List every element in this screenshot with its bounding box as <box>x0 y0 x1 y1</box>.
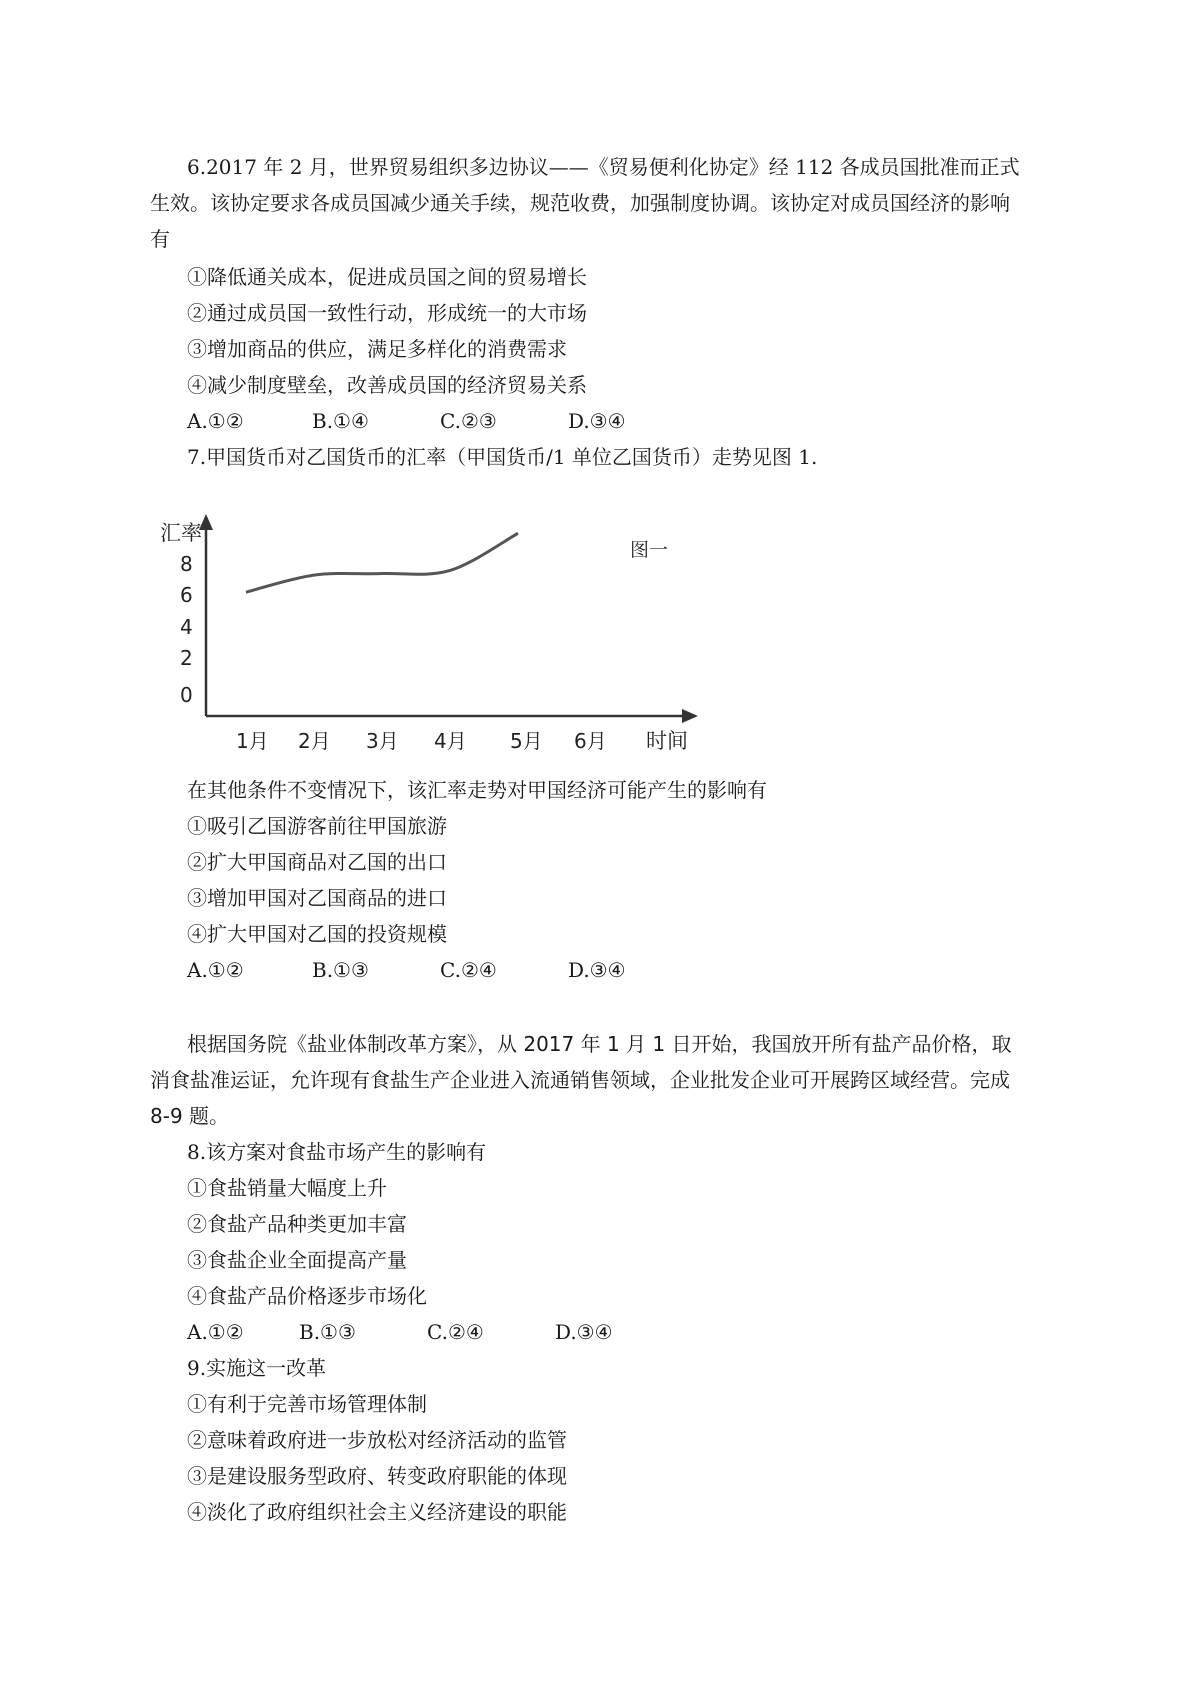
q6-options <box>187 407 626 435</box>
q6-stem-line-2: 生效。该协定要求各成员国减少通关手续，规范收费，加强制度协调。该协定对成员国经济的影响 <box>150 191 1010 215</box>
q9-stem: 9.实施这一改革 <box>187 1356 327 1380</box>
y-tick-label: 8 <box>180 552 193 576</box>
q7-option-a: A.①② <box>187 958 244 982</box>
y-axis-label: 汇率 <box>160 521 202 545</box>
q9-item-1: ①有利于完善市场管理体制 <box>187 1392 427 1416</box>
x-tick-label: 3月 <box>366 729 399 753</box>
q7-item-1: ①吸引乙国游客前往甲国旅游 <box>187 814 447 838</box>
x-tick-label: 2月 <box>298 729 331 753</box>
x-tick-label: 6月 <box>574 729 607 753</box>
chart-title: 图一 <box>630 539 669 561</box>
x-tick-label: 1月 <box>236 729 269 753</box>
q7-options <box>187 956 626 984</box>
x-tick-label: 4月 <box>434 729 467 753</box>
q7-item-2: ②扩大甲国商品对乙国的出口 <box>187 850 447 874</box>
q6-option-d: D.③④ <box>568 409 626 433</box>
q7-followup: 在其他条件不变情况下，该汇率走势对甲国经济可能产生的影响有 <box>187 778 767 802</box>
q9-item-2: ②意味着政府进一步放松对经济活动的监管 <box>187 1428 567 1452</box>
intro-line-1: 根据国务院《盐业体制改革方案》，从 2017 年 1 月 1 日开始，我国放开所有盐产品价格，取 <box>187 1032 1012 1056</box>
q8-option-c: C.②④ <box>427 1320 484 1344</box>
y-tick-label: 2 <box>180 646 193 670</box>
q6-option-c: C.②③ <box>440 409 497 433</box>
q6-stem-line-1: 6.2017 年 2 月，世界贸易组织多边协议——《贸易便利化协定》经 112 各成员国批准而正式 <box>187 155 1020 179</box>
q8-item-1: ①食盐销量大幅度上升 <box>187 1176 387 1200</box>
q8-options <box>187 1318 613 1346</box>
intro-line-3: 8-9 题。 <box>150 1104 230 1128</box>
q7-option-b: B.①③ <box>312 958 369 982</box>
q8-option-d: D.③④ <box>555 1320 613 1344</box>
x-axis-arrow <box>682 709 698 723</box>
q6-option-b: B.①④ <box>312 409 369 433</box>
q7-option-c: C.②④ <box>440 958 497 982</box>
x-tick-label: 5月 <box>510 729 543 753</box>
q6-item-3: ③增加商品的供应，满足多样化的消费需求 <box>187 337 567 361</box>
q6-item-1: ①降低通关成本，促进成员国之间的贸易增长 <box>187 265 587 289</box>
q9-item-4: ④淡化了政府组织社会主义经济建设的职能 <box>187 1500 567 1524</box>
q9-item-3: ③是建设服务型政府、转变政府职能的体现 <box>187 1464 567 1488</box>
x-axis-label: 时间 <box>646 729 688 753</box>
intro-line-2: 消食盐准运证，允许现有食盐生产企业进入流通销售领域，企业批发企业可开展跨区域经营。完成 <box>150 1068 1010 1092</box>
q8-option-a: A.①② <box>187 1320 244 1344</box>
q7-option-d: D.③④ <box>568 958 626 982</box>
q8-item-4: ④食盐产品价格逐步市场化 <box>187 1284 427 1308</box>
q8-stem: 8.该方案对食盐市场产生的影响有 <box>187 1140 487 1164</box>
q7-item-3: ③增加甲国对乙国商品的进口 <box>187 886 447 910</box>
y-tick-label: 4 <box>180 615 193 639</box>
q8-item-2: ②食盐产品种类更加丰富 <box>187 1212 407 1236</box>
exchange-rate-chart <box>150 512 710 757</box>
y-tick-label: 6 <box>180 583 193 607</box>
y-tick-label: 0 <box>180 683 193 707</box>
q6-item-2: ②通过成员国一致性行动，形成统一的大市场 <box>187 301 587 325</box>
exchange-rate-series-line <box>246 533 518 592</box>
q6-item-4: ④减少制度壁垒，改善成员国的经济贸易关系 <box>187 373 587 397</box>
q8-option-b: B.①③ <box>299 1320 356 1344</box>
q7-item-4: ④扩大甲国对乙国的投资规模 <box>187 922 447 946</box>
q8-item-3: ③食盐企业全面提高产量 <box>187 1248 407 1272</box>
q7-stem: 7.甲国货币对乙国货币的汇率（甲国货币/1 单位乙国货币）走势见图 1. <box>187 445 818 469</box>
q6-option-a: A.①② <box>187 409 244 433</box>
q6-stem-line-3: 有 <box>150 227 170 251</box>
